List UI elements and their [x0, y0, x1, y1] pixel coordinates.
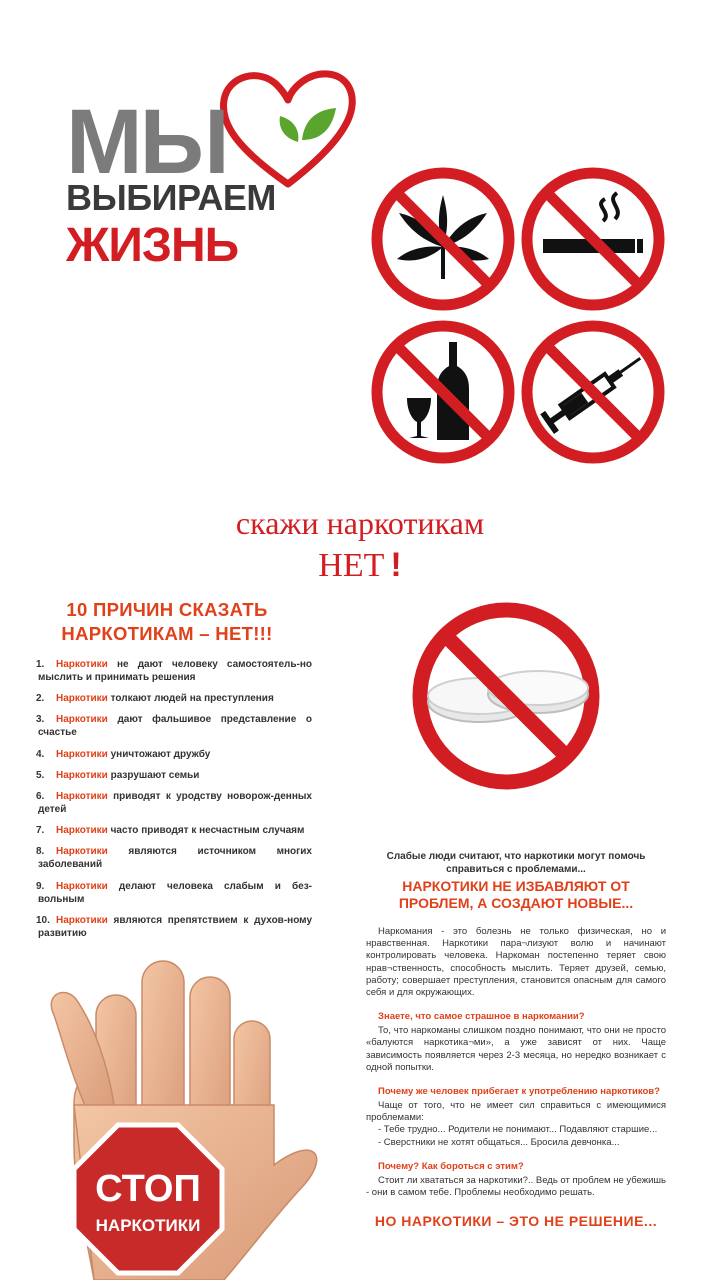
reason-item: [38, 769, 312, 782]
stop-subtext: НАРКОТИКИ: [95, 1216, 201, 1235]
logo-line2: ВЫБИРАЕМ: [66, 177, 276, 218]
reason-text: делают человека слабым и без-вольным: [38, 880, 312, 905]
reason-text: являются источником многих заболеваний: [38, 846, 312, 871]
reason-number: 7.: [36, 825, 45, 837]
heart-leaf-icon: [218, 64, 358, 194]
info-paragraph-4: Стоит ли хвататься за наркотики?.. Ведь от проблем не убежишь - они в самом тебе. Проблемы необходимо решать.: [366, 1174, 666, 1199]
exclamation-mark: !: [390, 546, 402, 584]
reason-text: дают фальшивое представление о счастье: [38, 714, 312, 739]
reason-item: [38, 790, 312, 816]
reason-number: 8.: [36, 846, 45, 858]
reason-keyword: Наркотики: [56, 880, 108, 892]
info-paragraph-1: Наркомания - это болезнь не только физическая, но и нравственная. Наркотики пара¬лизуют волю и начинают контролировать человека. Наркоман постепенно теряет свою нрав¬ственность, способность мыслить. Теряет друзей, семью, работу; совершает преступления, становится опасным для самого себя и для окружающих.: [366, 926, 666, 999]
reason-text: не дают человеку самостоятель-но мыслить и принимать решения: [38, 659, 312, 683]
no-cannabis-icon: [369, 165, 517, 313]
reasons-block: [22, 598, 312, 948]
stop-hand-icon: [34, 955, 324, 1280]
reason-text: толкают людей на преступления: [107, 693, 274, 705]
no-pills-icon: [408, 598, 604, 794]
reason-number: 6.: [36, 790, 45, 802]
reason-keyword: Наркотики: [56, 914, 108, 926]
logo-my: МЫ: [66, 91, 227, 193]
reason-item: [38, 713, 312, 739]
info-list-item-2: - Сверстники не хотят общаться... Бросила девчонка...: [378, 1136, 620, 1148]
reason-item: [38, 880, 312, 906]
reasons-title-line1: 10 ПРИЧИН СКАЗАТЬ: [66, 599, 268, 620]
say-no-line1: скажи наркотикам: [235, 505, 485, 541]
reason-item: [38, 845, 312, 871]
no-alcohol-icon: [369, 318, 517, 466]
reason-number: 4.: [36, 748, 45, 760]
reason-item: [38, 824, 312, 837]
reason-number: 2.: [36, 693, 45, 705]
info-question-3: Почему? Как бороться с этим?: [378, 1160, 524, 1172]
reason-item: [38, 692, 312, 705]
reason-keyword: Наркотики: [56, 846, 108, 858]
info-block: [366, 850, 666, 1229]
reason-text: разрушают семьи: [107, 769, 200, 781]
reason-keyword: Наркотики: [56, 714, 108, 726]
info-question-2: Почему же человек прибегает к употреблению наркотиков?: [378, 1086, 660, 1098]
reason-number: 3.: [36, 714, 45, 726]
info-final: НО НАРКОТИКИ – ЭТО НЕ РЕШЕНИЕ...: [374, 1213, 658, 1230]
info-paragraph-2: То, что наркоманы слишком поздно понимают, что они не просто «балуются наркотика¬ми», а уже зависят от них. Чаще зависимость появляется через 2-3 месяца, но нередко возникает с одной попытки.: [366, 1025, 666, 1073]
say-no-line2: [0, 546, 720, 585]
reason-item: [38, 914, 312, 940]
say-no-word: НЕТ: [318, 547, 385, 584]
reason-text: уничтожают дружбу: [107, 748, 211, 760]
reasons-title-line2: НАРКОТИКАМ – НЕТ!!!: [61, 623, 273, 644]
no-syringe-icon: [519, 318, 667, 466]
reason-number: 5.: [36, 769, 45, 781]
reason-number: 9.: [36, 880, 45, 892]
stop-word: СТОП: [95, 1168, 201, 1210]
reason-keyword: Наркотики: [56, 790, 108, 802]
reason-text: приводят к уродству новорож-денных детей: [38, 790, 312, 815]
reason-item: [38, 748, 312, 761]
info-paragraph-3: Чаще от того, что не имеет сил справиться с имеющимися проблемами:: [366, 1100, 666, 1124]
reason-keyword: Наркотики: [56, 769, 108, 781]
reason-keyword: Наркотики: [56, 693, 108, 705]
no-smoking-icon: [519, 165, 667, 313]
info-intro: Слабые люди считают, что наркотики могут помочь справиться с проблемами...: [386, 851, 646, 875]
info-list-item-1: - Тебе трудно... Родители не понимают... Подавляют старшие...: [378, 1124, 658, 1136]
reasons-list: [22, 658, 312, 940]
reason-text: являются препятствием к духов-ному развитию: [38, 914, 312, 939]
reason-number: 1.: [36, 659, 45, 670]
reason-text: часто приводят к несчастным случаям: [107, 825, 305, 837]
logo: [48, 58, 356, 272]
reason-number: 10.: [36, 914, 50, 926]
info-question-1: Знаете, что самое страшное в наркомании?: [378, 1011, 585, 1023]
reason-keyword: Наркотики: [56, 748, 108, 760]
reason-keyword: Наркотики: [56, 659, 108, 670]
logo-line3: ЖИЗНЬ: [66, 219, 239, 272]
info-headline: НАРКОТИКИ НЕ ИЗБАВЛЯЮТ ОТ ПРОБЛЕМ, А СОЗДАЮТ НОВЫЕ...: [398, 878, 634, 911]
reason-keyword: Наркотики: [56, 825, 108, 837]
reason-item: [38, 658, 312, 684]
